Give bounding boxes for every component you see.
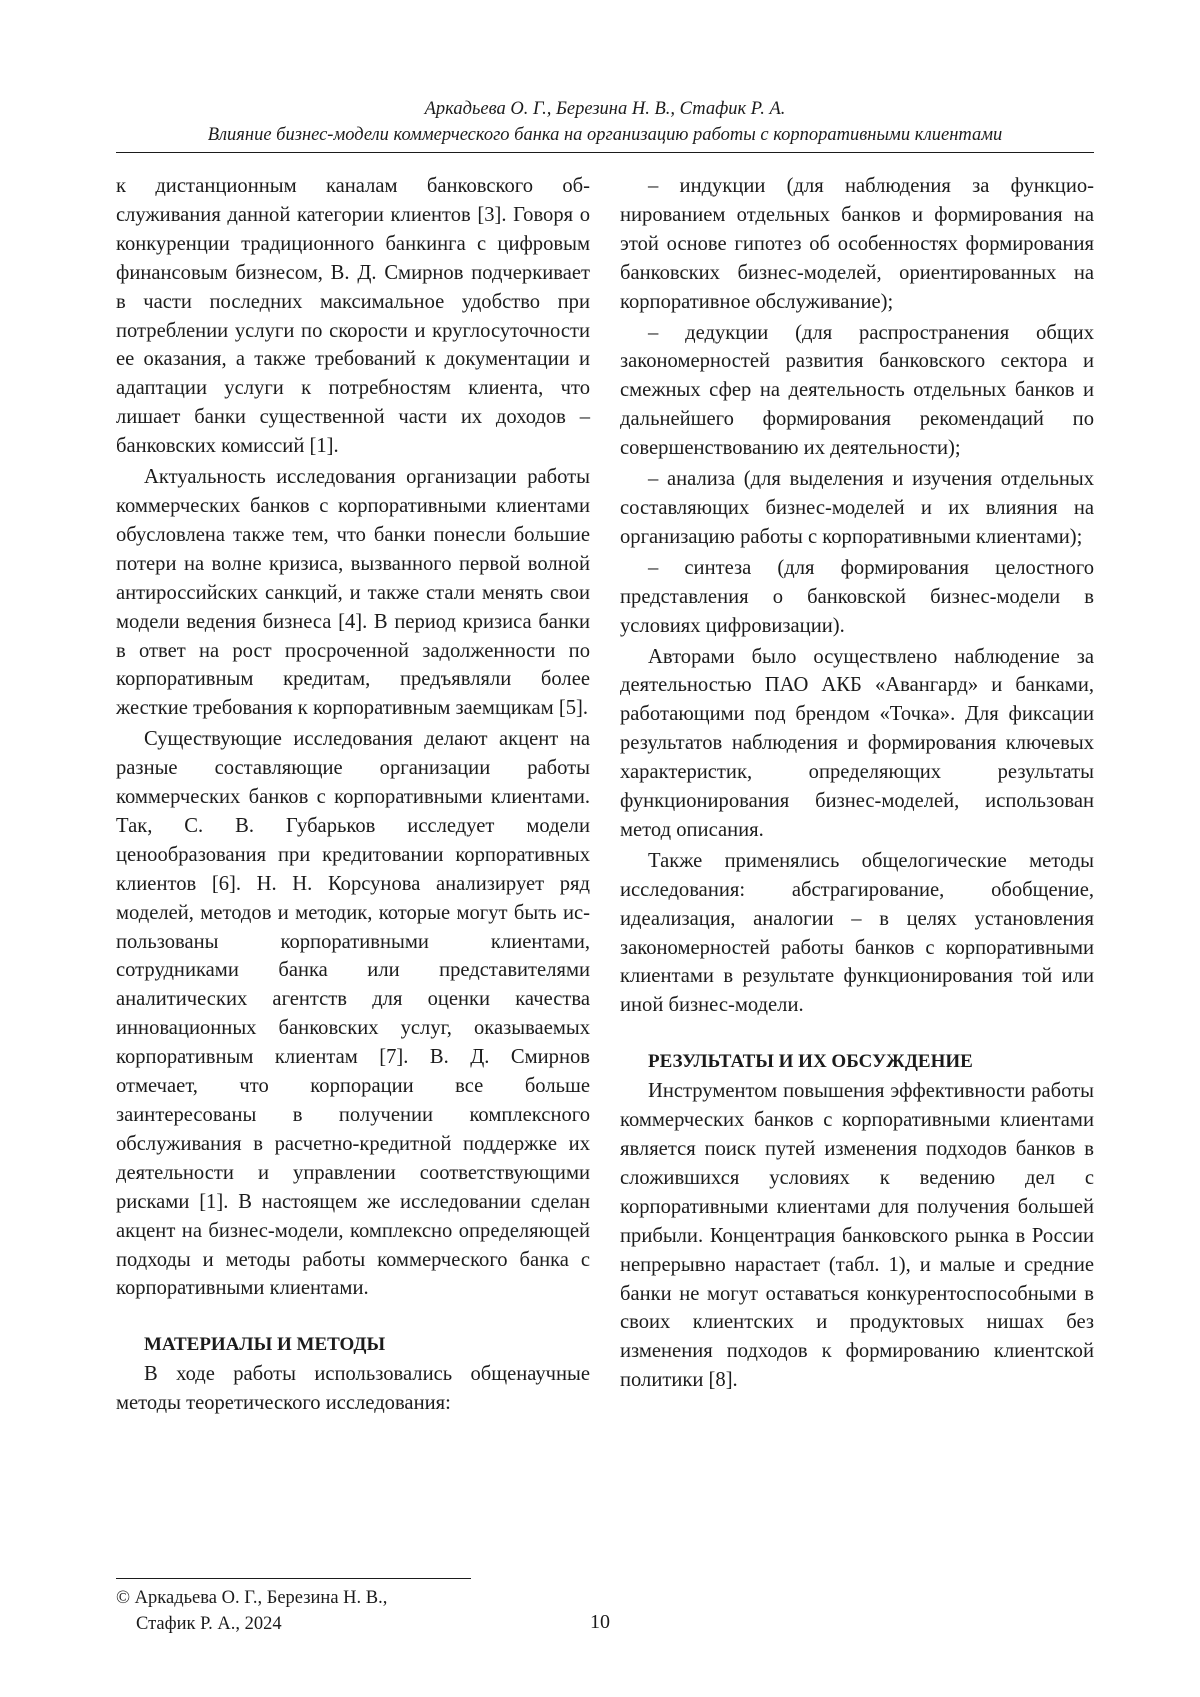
right-column xyxy=(620,172,1094,1395)
running-head-authors: Аркадьева О. Г., Березина Н. В., Стафик Р. А. xyxy=(424,99,786,119)
paragraph: В ходе работы использовались общенаучные методы теоретического исследования: xyxy=(116,1363,590,1415)
section-heading-results: РЕЗУЛЬТАТЫ И ИХ ОБСУЖДЕНИЕ xyxy=(648,1051,973,1073)
footnote-rule xyxy=(116,1578,471,1579)
left-column xyxy=(116,172,590,1418)
list-item: – синтеза (для формирования целостного представления о банковской бизнес-модели в условиях цифровизации). xyxy=(620,556,1094,637)
paragraph: Авторами было осуществлено наблюдение за деятельностью ПАО АКБ «Авангард» и банками, работающими под брендом «Точка». Для фиксации результатов наблюдения и формирования ключевых характеристик, определяющих результаты функционирования бизнес-моделей, использован метод описания. xyxy=(620,645,1094,841)
running-head-title: Влияние бизнес-модели коммерческого банка на организацию работы с корпоративными клиентами xyxy=(207,125,1003,145)
paragraph: к дистанционным каналам банковского обслуживания данной категории клиентов [3]. Говоря о конкуренции традиционного банкинга с цифровым финансовым бизнесом, В. Д. Смирнов подчеркивает в части последних максимальное удобство при потреблении услуги по скорости и круглосуточности ее оказания, а также требований к документации и адаптации услуги к потребностям клиента, что лишает банки существенной части их доходов – банковских комиссий [1]. xyxy=(116,175,590,458)
list-item: – анализа (для выделения и изучения отдельных составляющих бизнес-моделей и их влияния на организацию работы с корпоративными клиентами); xyxy=(620,468,1094,548)
section-heading-methods: МАТЕРИАЛЫ И МЕТОДЫ xyxy=(144,1334,386,1356)
running-head xyxy=(116,96,1094,148)
list-item: – дедукции (для распространения общих закономерностей развития банковского сектора и смежных сфер на деятельность отдельных банков и дальнейшего формирования рекомендаций по совершенствованию их деятельности); xyxy=(620,321,1094,460)
page-number: 10 xyxy=(590,1611,610,1633)
paragraph: Также применялись общелогические методы исследования: абстрагирование, обобщение, идеализация, аналогии – в целях установления закономерностей работы банков с корпоративными клиентами в результате функционирования той или иной бизнес-модели. xyxy=(620,849,1094,1017)
paragraph: Существующие исследования делают акцент на разные составляющие организации работы коммерческих банков с корпоративными клиентами. Так, С. В. Губарьков исследует модели ценообразования при кредитовании корпоративных клиентов [6]. Н. Н. Корсунова анализирует ряд моделей, методов и методик, которые могут быть использованы корпоративными клиентами, сотрудниками банка или представителями аналитических агентств для оценки качества инновационных банковских услуг, оказываемых корпоративным клиентам [7]. В. Д. Смирнов отмечает, что корпорации все больше заинтересованы в получении комплексного обслуживания в расчетно-кредитной поддержке их деятельности и управлении соответствующими рисками [1]. В настоящем же исследовании сделан акцент на бизнес-модели, комплексно определяющей подходы и методы работы коммерческого банка с корпоративными клиентами. xyxy=(116,728,590,1300)
header-rule xyxy=(116,152,1094,153)
footnote-line: Стафик Р. А., 2024 xyxy=(136,1614,282,1634)
list-item: – индукции (для наблюдения за функционированием отдельных банков и формирования на этой основе гипотез об особенностях формирования банковских бизнес-моделей, ориентированных на корпоративное обслуживание); xyxy=(620,175,1094,313)
paragraph: Инструментом повышения эффективности работы коммерческих банков с корпоративными клиентами является поиск путей изменения подходов банков в сложившихся условиях к ведению дел с корпоративными клиентами для получения большей прибыли. Концентрация банковского рынка в России непрерывно нарастает (табл. 1), и малые и средние банки не могут оставаться конкурентоспособными в своих клиентских и продуктовых нишах без изменения подходов к формированию клиентской политики [8]. xyxy=(620,1080,1094,1392)
paragraph: Актуальность исследования организации работы коммерческих банков с корпоративными клиентами обусловлена также тем, что банки понесли большие потери на волне кризиса, вызванного первой волной антироссийских санкций, и также стали менять свои модели ведения бизнеса [4]. В период кризиса банки в ответ на рост просроченной задолженности по корпоративным кредитам, предъявляли более жесткие требования к корпоративным заемщикам [5]. xyxy=(116,466,590,720)
footnote-line: © Аркадьева О. Г., Березина Н. В., xyxy=(116,1588,388,1608)
